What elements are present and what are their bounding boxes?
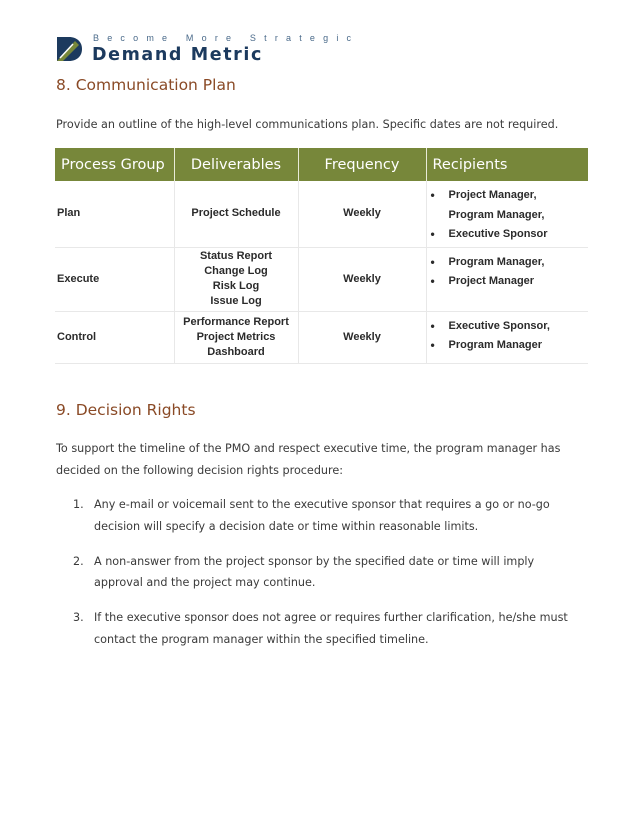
recipient-item: • Project Manager, xyxy=(429,186,589,206)
header-recipients: Recipients xyxy=(426,148,588,181)
cell-process-group: Plan xyxy=(55,181,174,247)
list-item xyxy=(73,607,583,650)
cell-recipients xyxy=(426,181,588,247)
section-9-intro: To support the timeline of the PMO and respect executive time, the program manager has decided on the following decision rights procedure: xyxy=(56,442,561,477)
cell-deliverables xyxy=(174,181,298,247)
table-row xyxy=(55,181,588,247)
header-deliverables: Deliverables xyxy=(174,148,298,181)
list-item-number: 2. xyxy=(73,554,84,568)
deliverable-item: Project Metrics xyxy=(196,330,276,343)
deliverable-item: Status Report xyxy=(199,250,273,262)
table-header-row xyxy=(55,148,588,181)
logo-name: Demand Metric xyxy=(92,45,263,65)
recipient-item: • Executive Sponsor xyxy=(429,225,589,245)
header-process-group: Process Group xyxy=(55,148,174,181)
list-item xyxy=(73,551,583,594)
recipient-item: • Project Manager xyxy=(429,272,589,292)
cell-recipients xyxy=(426,311,588,363)
list-item-number: 3. xyxy=(73,611,84,624)
cell-frequency: Weekly xyxy=(298,311,426,363)
recipient-item: • Program Manager xyxy=(429,336,589,356)
cell-frequency: Weekly xyxy=(298,181,426,247)
cell-recipients xyxy=(426,247,588,311)
list-item-text: A non-answer from the project sponsor by the specified date or time will imply approval and the project may continue. xyxy=(94,554,535,589)
cell-deliverables xyxy=(174,247,298,311)
logo-mark-icon xyxy=(55,35,83,63)
cell-deliverables xyxy=(174,311,298,363)
section-8-intro: Provide an outline of the high-level communications plan. Specific dates are not required. xyxy=(56,118,559,131)
list-item-text: Any e-mail or voicemail sent to the executive sponsor that requires a go or no-go decision will specify a decision date or time within reasonable limits. xyxy=(94,498,550,533)
cell-frequency: Weekly xyxy=(298,247,426,311)
table-row xyxy=(55,311,588,363)
communication-plan-table xyxy=(55,148,588,364)
cell-process-group: Control xyxy=(55,311,174,363)
recipient-item: Program Manager, xyxy=(448,208,545,221)
deliverable-item: Change Log xyxy=(204,265,268,277)
logo-tagline: Become More Strategic xyxy=(93,33,360,43)
deliverable-item: Performance Report xyxy=(183,315,289,328)
deliverable-item: Dashboard xyxy=(207,345,265,358)
demand-metric-logo xyxy=(55,32,360,68)
table-row xyxy=(55,247,588,311)
section-8-heading: 8. Communication Plan xyxy=(56,76,236,94)
list-item-number: 1. xyxy=(73,498,84,511)
deliverable-item: Risk Log xyxy=(212,280,260,292)
deliverable-item: Project Schedule xyxy=(191,207,281,220)
header-frequency: Frequency xyxy=(298,148,426,181)
cell-process-group: Execute xyxy=(55,247,174,311)
list-item xyxy=(73,494,583,537)
recipient-item: • Executive Sponsor, xyxy=(429,317,589,337)
recipient-item: • Program Manager, xyxy=(429,253,589,273)
deliverable-item: Issue Log xyxy=(210,295,262,307)
section-9-heading: 9. Decision Rights xyxy=(56,401,196,419)
list-item-text: If the executive sponsor does not agree or requires further clarification, he/she must contact the program manager within the specified timeline. xyxy=(94,611,568,646)
decision-rights-list xyxy=(73,494,583,664)
